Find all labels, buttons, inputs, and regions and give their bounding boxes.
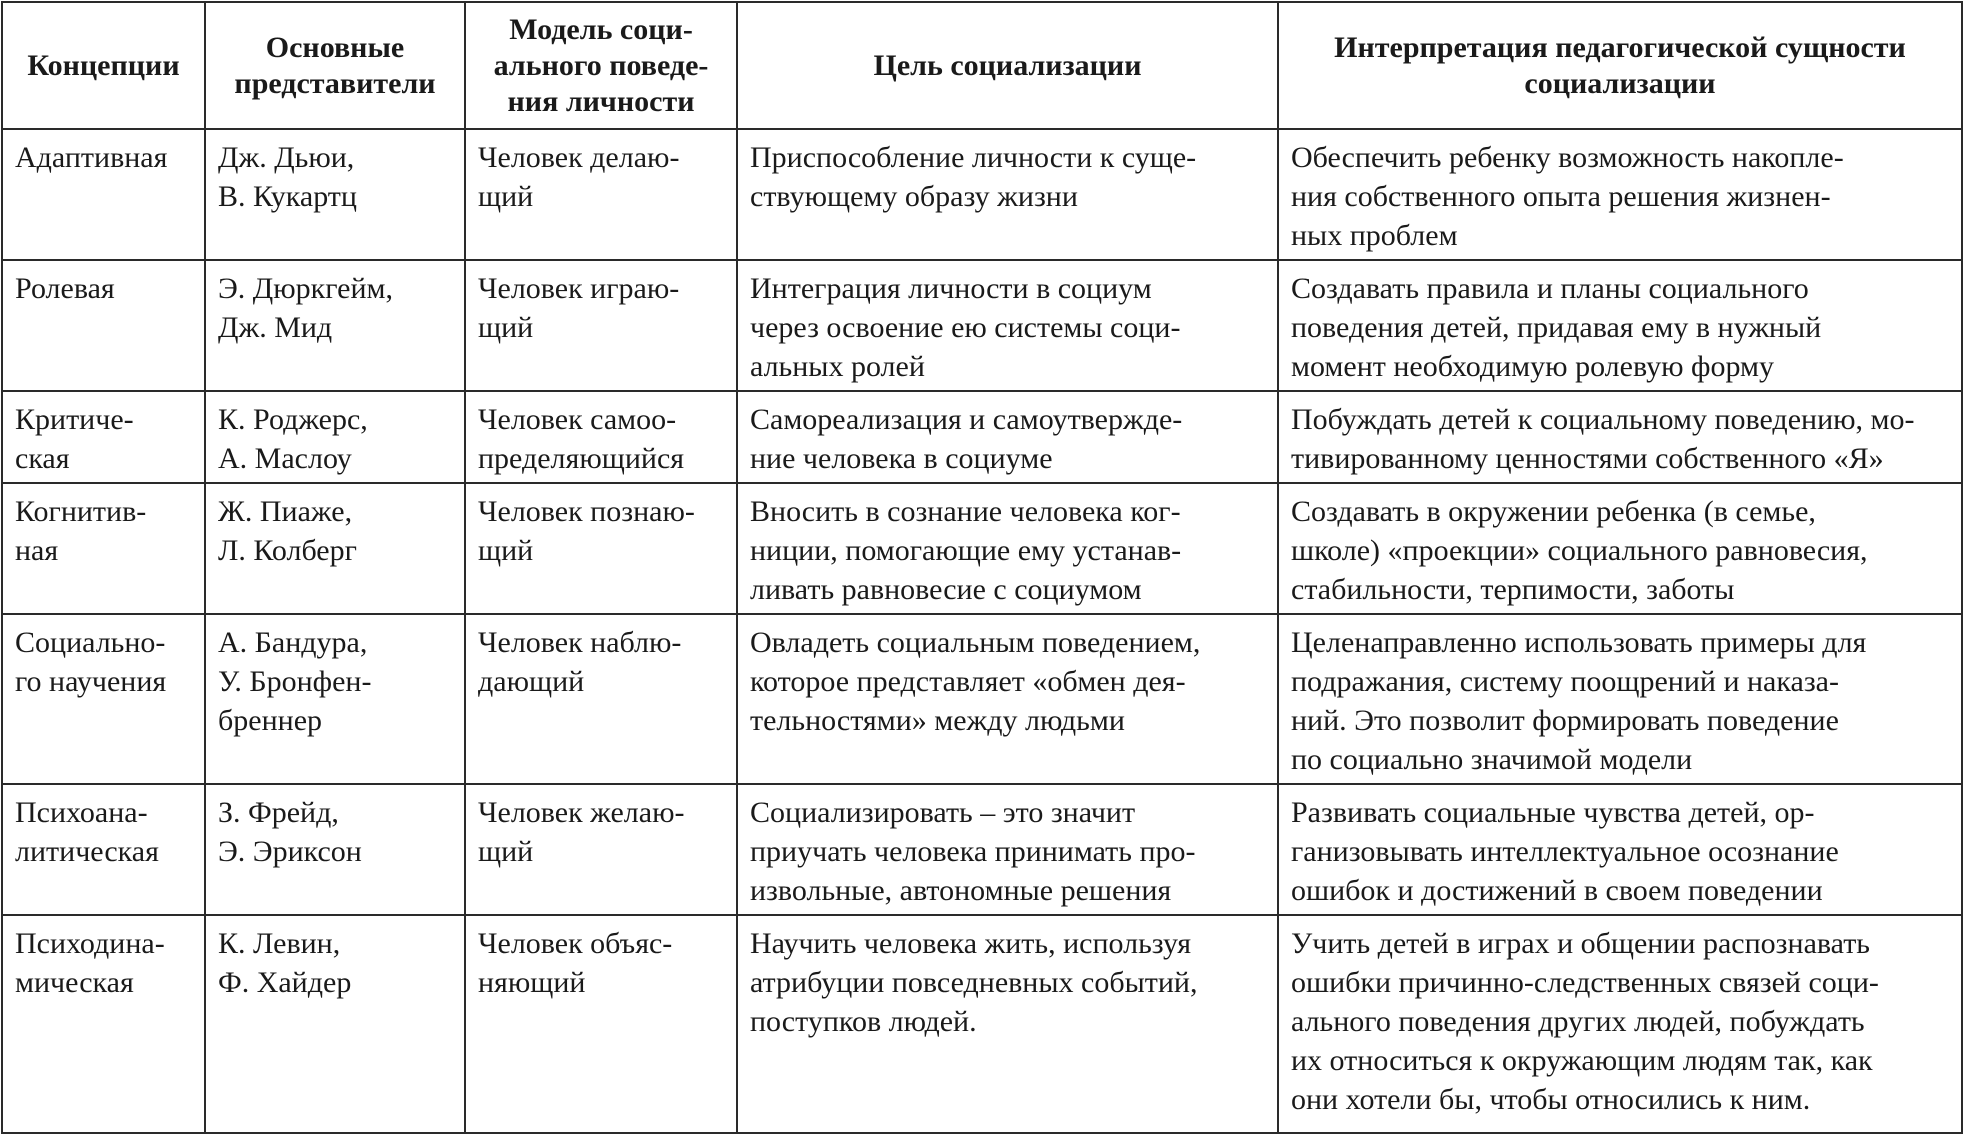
goal-cell: Социализировать – это значит приучать человека принимать про- извольные, автономные решения	[737, 784, 1278, 915]
table-row	[2, 614, 1962, 784]
goal-cell: Приспособление личности к суще- ствующему образу жизни	[737, 129, 1278, 260]
concept-cell: Ролевая	[2, 260, 205, 391]
goal-cell: Вносить в сознание человека ког- ниции, помогающие ему устанав- ливать равновесие с социумом	[737, 483, 1278, 614]
model-cell: Человек объяс- няющий	[465, 915, 737, 1133]
representatives-cell: К. Роджерс, А. Маслоу	[205, 391, 465, 483]
interpretation-cell: Создавать правила и планы социального поведения детей, придавая ему в нужный момент необходимую ролевую форму	[1278, 260, 1962, 391]
concept-cell: Психодина- мическая	[2, 915, 205, 1133]
table-row	[2, 391, 1962, 483]
interpretation-cell: Создавать в окружении ребенка (в семье, школе) «проекции» социального равновесия, стабильности, терпимости, заботы	[1278, 483, 1962, 614]
interpretation-cell: Побуждать детей к социальному поведению, мо- тивированному ценностями собственного «Я»	[1278, 391, 1962, 483]
model-cell: Человек делаю- щий	[465, 129, 737, 260]
interpretation-cell: Развивать социальные чувства детей, ор- ганизовывать интеллектуальное осознание ошибок и достижений в своем поведении	[1278, 784, 1962, 915]
representatives-cell: Ж. Пиаже, Л. Колберг	[205, 483, 465, 614]
concept-cell: Психоана- литическая	[2, 784, 205, 915]
interpretation-cell: Учить детей в играх и общении распознавать ошибки причинно-следственных связей соци- ального поведения других людей, побуждать их относиться к окружающим людям так, как они хотели бы, чтобы относились к ним.	[1278, 915, 1962, 1133]
model-cell: Человек самоо- пределяющийся	[465, 391, 737, 483]
goal-cell: Овладеть социальным поведением, которое представляет «обмен дея- тельностями» между людьми	[737, 614, 1278, 784]
header-pedagogical-interpretation: Интерпретация педагогической сущности социализации	[1278, 2, 1962, 129]
header-behavior-model: Модель соци- ального поведе- ния личности	[465, 2, 737, 129]
goal-cell: Научить человека жить, используя атрибуции повседневных событий, поступков людей.	[737, 915, 1278, 1133]
representatives-cell: З. Фрейд, Э. Эриксон	[205, 784, 465, 915]
table-row	[2, 784, 1962, 915]
table-row	[2, 483, 1962, 614]
model-cell: Человек желаю- щий	[465, 784, 737, 915]
goal-cell: Самореализация и самоутвержде- ние человека в социуме	[737, 391, 1278, 483]
table-row	[2, 260, 1962, 391]
table-row	[2, 915, 1962, 1133]
model-cell: Человек наблю- дающий	[465, 614, 737, 784]
concept-cell: Социально- го научения	[2, 614, 205, 784]
socialization-concepts-table	[1, 1, 1963, 1134]
representatives-cell: Дж. Дьюи, В. Кукартц	[205, 129, 465, 260]
representatives-cell: Э. Дюркгейм, Дж. Мид	[205, 260, 465, 391]
interpretation-cell: Целенаправленно использовать примеры для подражания, систему поощрений и наказа- ний. Это позволит формировать поведение по социально значимой модели	[1278, 614, 1962, 784]
model-cell: Человек познаю- щий	[465, 483, 737, 614]
interpretation-cell: Обеспечить ребенку возможность накопле- ния собственного опыта решения жизнен- ных проблем	[1278, 129, 1962, 260]
goal-cell: Интеграция личности в социум через освоение ею системы соци- альных ролей	[737, 260, 1278, 391]
concept-cell: Критиче- ская	[2, 391, 205, 483]
header-concepts: Концепции	[2, 2, 205, 129]
concept-cell: Когнитив- ная	[2, 483, 205, 614]
header-representatives: Основные представители	[205, 2, 465, 129]
header-socialization-goal: Цель социализации	[737, 2, 1278, 129]
concept-cell: Адаптивная	[2, 129, 205, 260]
table-header-row	[2, 2, 1962, 129]
representatives-cell: К. Левин, Ф. Хайдер	[205, 915, 465, 1133]
model-cell: Человек играю- щий	[465, 260, 737, 391]
table-row	[2, 129, 1962, 260]
representatives-cell: А. Бандура, У. Бронфен- бреннер	[205, 614, 465, 784]
